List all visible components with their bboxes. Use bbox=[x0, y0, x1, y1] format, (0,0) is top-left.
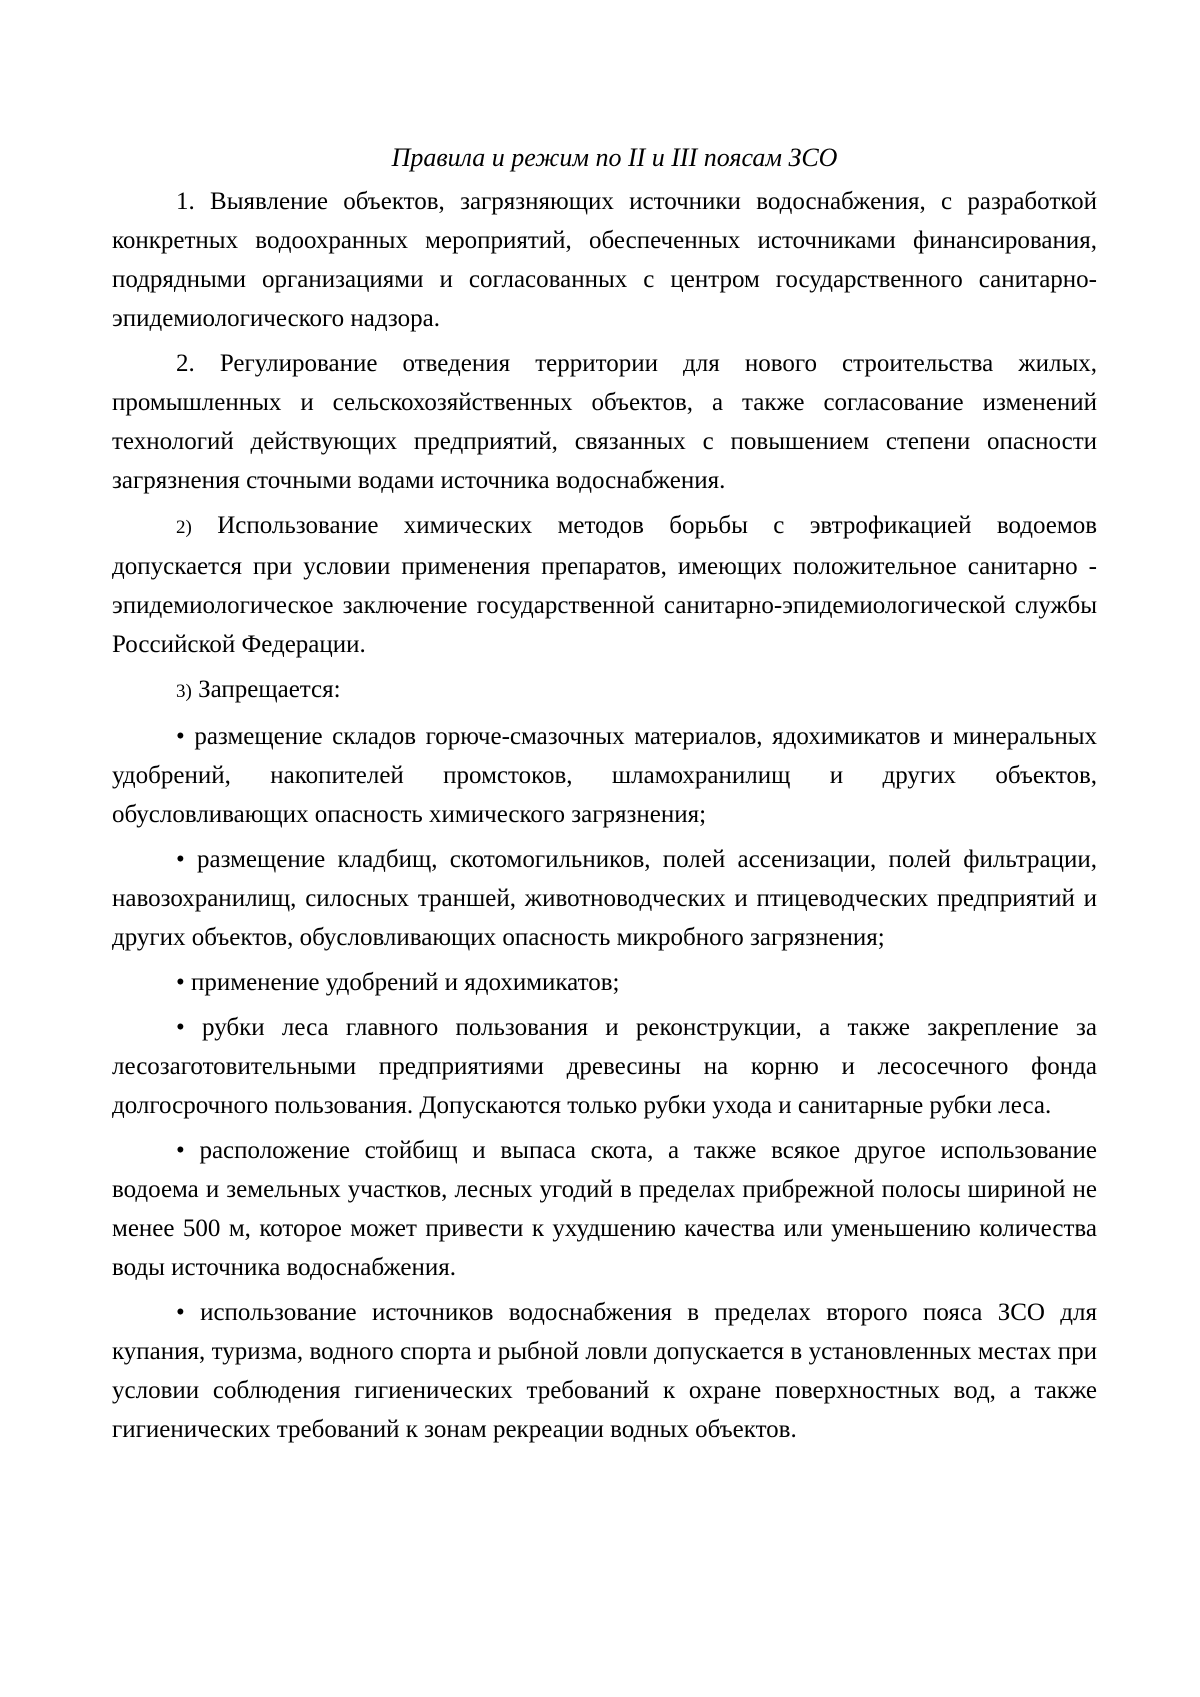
paragraph-4 bbox=[112, 670, 1097, 711]
bullet-item-4: • рубки леса главного пользования и реконструкции, а также закрепление за лесозаготовительными предприятиями древесины на корню и лесосечного фонда долгосрочного пользования. Допускаются только рубки ухода и санитарные рубки леса. bbox=[112, 1014, 1097, 1119]
bullet-item-3: • применение удобрений и ядохимикатов; bbox=[176, 969, 620, 996]
paragraph-2 bbox=[112, 344, 1097, 500]
paragraph-1 bbox=[112, 182, 1097, 338]
paragraph-1-number: 1. bbox=[176, 188, 195, 215]
paragraph-4-number: 3) bbox=[176, 681, 192, 702]
paragraph-3-number: 2) bbox=[176, 517, 192, 538]
bullet-item-1: • размещение складов горюче-смазочных материалов, ядохимикатов и минеральных удобрений, накопителей промстоков, шламохранилищ и других объектов, обусловливающих опасность химического загрязнения; bbox=[112, 723, 1097, 828]
paragraph-2-number: 2. bbox=[176, 350, 195, 377]
paragraph-2-text: Регулирование отведения территории для нового строительства жилых, промышленных и сельскохозяйственных объектов, а также согласование изменений технологий действующих предприятий, связанных с повышением степени опасности загрязнения сточными водами источника водоснабжения. bbox=[112, 350, 1097, 494]
document-body bbox=[112, 138, 1097, 1449]
paragraph-3-text: Использование химических методов борьбы с эвтрофикацией водоемов допускается при условии применения препаратов, имеющих положительное санитарно - эпидемиологическое заключение государственной санитарно-эпидемиологической службы Российской Федерации. bbox=[112, 512, 1098, 658]
bullet-item-5: • расположение стойбищ и выпаса скота, а также всякое другое использование водоема и земельных участков, лесных угодий в пределах прибрежной полосы шириной не менее 500 м, которое может привести к ухудшению качества или уменьшению количества воды источника водоснабжения. bbox=[112, 1137, 1097, 1281]
document-title: Правила и режим по II и III поясам ЗСО bbox=[391, 143, 838, 172]
bullet-item-2: • размещение кладбищ, скотомогильников, полей ассенизации, полей фильтрации, навозохранилищ, силосных траншей, животноводческих и птицеводческих предприятий и других объектов, обусловливающих опасность микробного загрязнения; bbox=[112, 846, 1097, 951]
paragraph-3 bbox=[112, 506, 1097, 664]
paragraph-1-text: Выявление объектов, загрязняющих источники водоснабжения, с разработкой конкретных водоохранных мероприятий, обеспеченных источниками финансирования, подрядными организациями и согласованных с центром государственного санитарно-эпидемиологического надзора. bbox=[112, 188, 1098, 332]
bullet-item-6: • использование источников водоснабжения в пределах второго пояса ЗСО для купания, туризма, водного спорта и рыбной ловли допускается в установленных местах при условии соблюдения гигиенических требований к охране поверхностных вод, а также гигиенических требований к зонам рекреации водных объектов. bbox=[112, 1299, 1097, 1443]
paragraph-4-text: Запрещается: bbox=[198, 676, 341, 703]
